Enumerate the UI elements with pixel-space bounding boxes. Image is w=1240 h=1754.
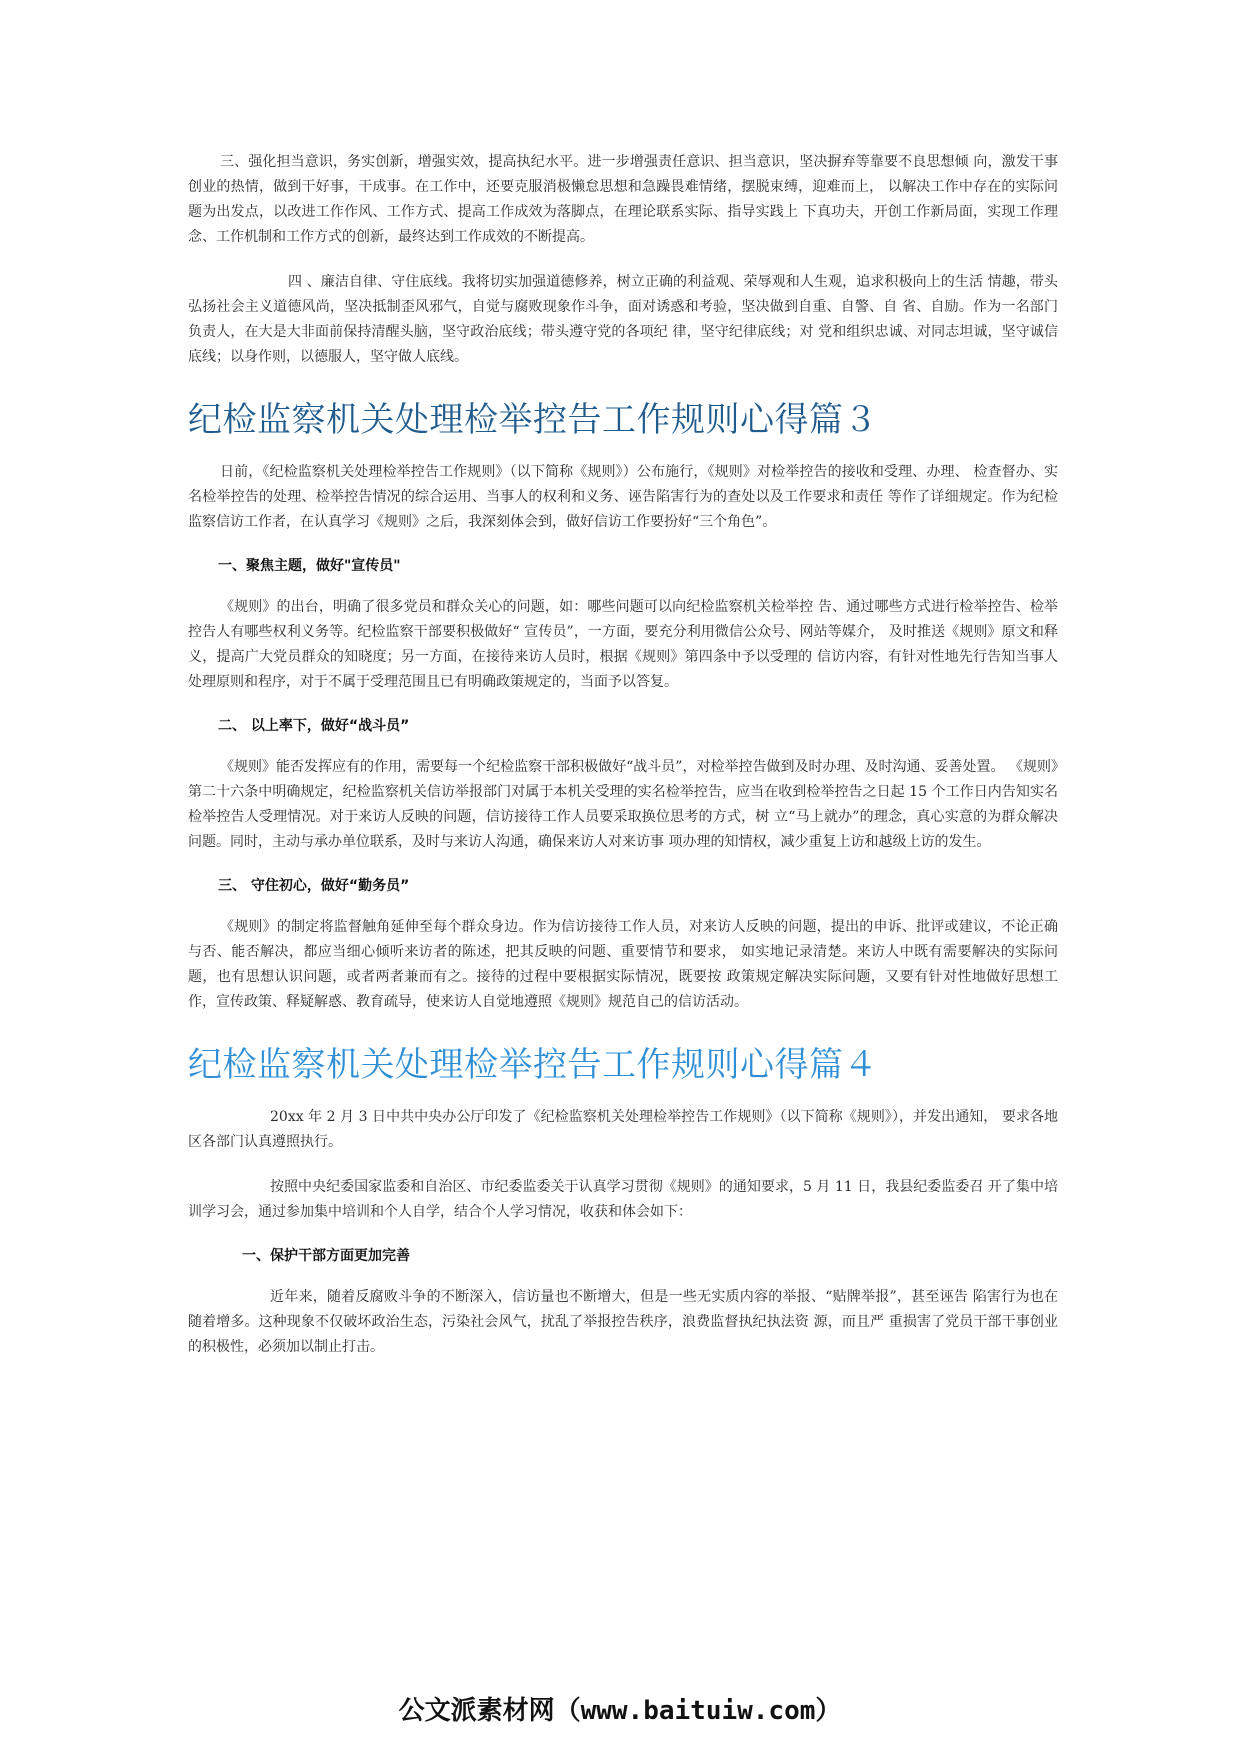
- footer-watermark: 公文派素材网（www.baituiw.com）: [398, 1696, 842, 1726]
- article3-heading-3: 三、 守住初心，做好“勤务员”: [218, 878, 410, 894]
- article4-paragraph-3: 近年来，随着反腐败斗争的不断深入，信访量也不断增大，但是一些无实质内容的举报、“贴牌举报”，甚至诬告 陷害行为也在随着增多。这种现象不仅破坏政治生态，污染社会风气，扰乱了举报控告秩序，浪费监督执纪执法资 源，而且严 重损害了党员干部干事创业的积极性，必须加以制止打击。: [188, 1289, 1058, 1355]
- paragraph-prev-4: 四 、廉洁自律、守住底线。我将切实加强道德修养，树立正确的利益观、荣辱观和人生观，追求积极向上的生活 情趣，带头弘扬社会主义道德风尚，坚决抵制歪风邪气，自觉与腐败现象作斗争，面对诱惑和考验，坚决做到自重、自警、自 省、自励。作为一名部门负责人，在大是大非面前保持清醒头脑，坚守政治底线；带头遵守党的各项纪 律，坚守纪律底线；对 党和组织忠诚、对同志坦诚，坚守诚信底线；以身作则，以德服人，坚守做人底线。: [188, 274, 1058, 365]
- article3-paragraph-3: 《规则》的制定将监督触角延伸至每个群众身边。作为信访接待工作人员，对来访人反映的问题，提出的申诉、批评或建议，不论正确与否、能否解决，都应当细心倾听来访者的陈述，把其反映的问题、重要情节和要求， 如实地记录清楚。来访人中既有需要解决的实际问题，也有思想认识问题，或者两者兼而有之。接待的过程中要根据实际情况，既要按 政策规定解决实际问题，又要有针对性地做好思想工作，宣传政策、释疑解惑、教育疏导，使来访人自觉地遵照《规则》规范自己的信访活动。: [188, 919, 1058, 1010]
- article4-paragraph-2: 按照中央纪委国家监委和自治区、市纪委监委关于认真学习贯彻《规则》的通知要求，5 月 11 日，我县纪委监委召 开了集中培训学习会，通过参加集中培训和个人自学，结合个人学习情况，收获和体会如下：: [188, 1179, 1058, 1220]
- article3-heading-1: 一、聚焦主题，做好"宣传员": [218, 558, 401, 574]
- article3-heading-2: 二、 以上率下，做好“战斗员”: [218, 718, 410, 734]
- article4-title: 纪检监察机关处理检举控告工作规则心得篇４: [188, 1045, 878, 1085]
- article3-paragraph-1: 《规则》的出台，明确了很多党员和群众关心的问题，如：哪些问题可以向纪检监察机关检举控 告、通过哪些方式进行检举控告、检举控告人有哪些权利义务等。纪检监察干部要积极做好“ 宣传员”，一方面，要充分利用微信公众号、网站等媒介， 及时推送《规则》原文和释义，提高广大党员群众的知晓度；另一方面，在接待来访人员时，根据《规则》第四条中予以受理的 信访内容，有针对性地先行告知当事人处理原则和程序，对于不属于受理范围且已有明确政策规定的，当面予以答复。: [188, 599, 1058, 690]
- article4-paragraph-1: 20xx 年 2 月 3 日中共中央办公厅印发了《纪检监察机关处理检举控告工作规则》（以下简称《规则》），并发出通知， 要求各地区各部门认真遵照执行。: [188, 1109, 1058, 1150]
- article3-intro: 日前，《纪检监察机关处理检举控告工作规则》（以下简称《规则》）公布施行，《规则》对检举控告的接收和受理、办理、 检查督办、实名检举控告的处理、检举控告情况的综合运用、当事人的权利和义务、诬告陷害行为的查处以及工作要求和责任 等作了详细规定。作为纪检监察信访工作者，在认真学习《规则》之后，我深刻体会到，做好信访工作要扮好“三个角色”。: [188, 464, 1058, 530]
- article3-title: 纪检监察机关处理检举控告工作规则心得篇３: [188, 400, 878, 440]
- document-page: [188, 150, 1058, 1380]
- article4-heading-1: 一、保护干部方面更加完善: [242, 1248, 410, 1264]
- article3-paragraph-2: 《规则》能否发挥应有的作用，需要每一个纪检监察干部积极做好“战斗员”，对检举控告做到及时办理、及时沟通、妥善处置。 《规则》第二十六条中明确规定，纪检监察机关信访举报部门对属于本机关受理的实名检举控告，应当在收到检举控告之日起 15 个工作日内告知实名检举控告人受理情况。对于来访人反映的问题，信访接待工作人员要采取换位思考的方式，树 立“马上就办”的理念，真心实意的为群众解决问题。同时，主动与承办单位联系，及时与来访人沟通，确保来访人对来访事 项办理的知情权，减少重复上访和越级上访的发生。: [188, 759, 1058, 850]
- paragraph-prev-3: 三、强化担当意识，务实创新，增强实效，提高执纪水平。进一步增强责任意识、担当意识，坚决摒弃等靠要不良思想倾 向，激发干事创业的热情，做到干好事，干成事。在工作中，还要克服消极懒怠思想和急躁畏难情绪，摆脱束缚，迎难而上， 以解决工作中存在的实际问题为出发点，以改进工作作风、工作方式、提高工作成效为落脚点，在理论联系实际、指导实践上 下真功夫，开创工作新局面，实现工作理念、工作机制和工作方式的创新，最终达到工作成效的不断提高。: [188, 154, 1058, 245]
